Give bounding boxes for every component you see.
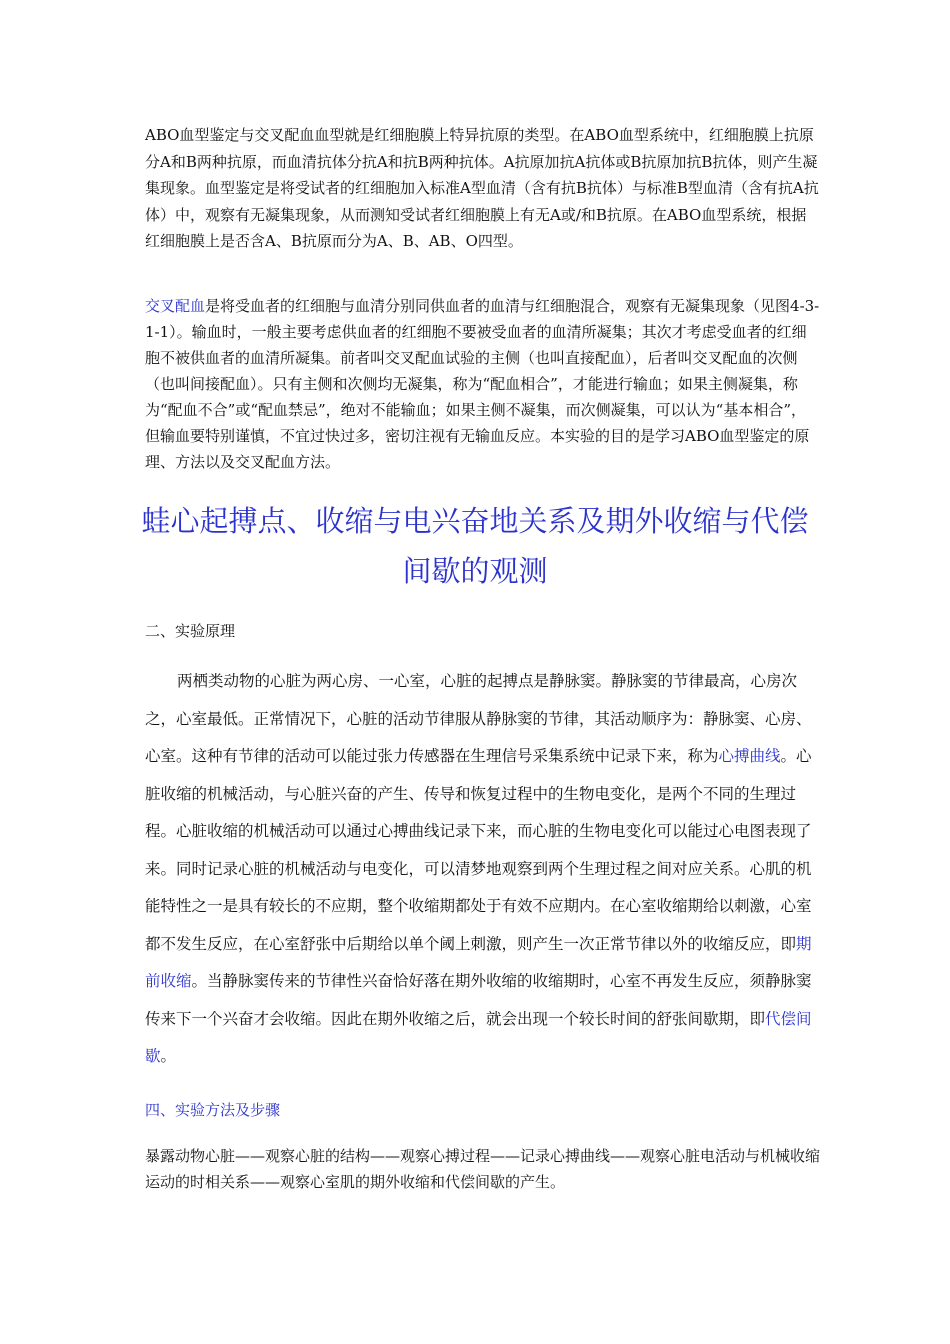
compensatory-pause-link[interactable]: 代偿间歇 [145,1009,812,1065]
principle-text-3: 。当静脉窦传来的节律性兴奋恰好落在期外收缩的收缩期时，心室不再发生反应，须静脉窦传来下一个兴奋才会收缩。因此在期外收缩之后，就会出现一个较长时间的舒张间歇期，即 [145,972,812,1028]
methods-paragraph: 暴露动物心脏——观察心脏的结构——观察心搏过程——记录心搏曲线——观察心脏电活动与机械收缩运动的时相关系——观察心室肌的期外收缩和代偿间歇的产生。 [145,1147,821,1191]
principle-text-1: 两栖类动物的心脏为两心房、一心室，心脏的起搏点是静脉窦。静脉窦的节律最高，心房次之，心室最低。正常情况下，心脏的活动节律服从静脉窦的节律，其活动顺序为：静脉窦、心房、心室。这种有节律的活动可以能过张力传感器在生理信号采集系统中记录下来，称为 [145,672,812,765]
principle-paragraph [145,663,820,1076]
abo-intro-paragraph: ABO血型鉴定与交叉配血血型就是红细胞膜上特异抗原的类型。在ABO血型系统中，红细胞膜上抗原分A和B两种抗原，而血清抗体分抗A和抗B两种抗体。A抗原加抗A抗体或B抗原加抗B抗体，则产生凝集现象。血型鉴定是将受试者的红细胞加入标准A型血清（含有抗B抗体）与标准B型血清（含有抗A抗体）中，观察有无凝集现象，从而测知受试者红细胞膜上有无A或/和B抗原。在ABO血型系统，根据红细胞膜上是否含A、B抗原而分为A、B、AB、O四型。 [145,126,819,250]
crossmatch-text: 是将受血者的红细胞与血清分别同供血者的血清与红细胞混合，观察有无凝集现象（见图4-3-1-1）。输血时，一般主要考虑供血者的红细胞不要被受血者的血清所凝集；其次才考虑受血者的红细胞不被供血者的血清所凝集。前者叫交叉配血试验的主侧（也叫直接配血），后者叫交叉配血的次侧（也叫间接配血）。只有主侧和次侧均无凝集，称为“配血相合”，才能进行输血；如果主侧凝集，称为“配血不合”或“配血禁忌”，绝对不能输血；如果主侧不凝集，而次侧凝集，可以认为“基本相合”，但输血要特别谨慎，不宜过快过多，密切注视有无输血反应。本实验的目的是学习ABO血型鉴定的原理、方法以及交叉配血方法。 [145,297,820,471]
section-heading-principle: 二、实验原理 [145,622,236,640]
crossmatch-link[interactable]: 交叉配血 [145,297,206,315]
page-title: 蛙心起搏点、收缩与电兴奋地关系及期外收缩与代偿间歇的观测 [141,504,809,588]
crossmatch-paragraph [145,293,820,475]
premature-contraction-link[interactable]: 期前收缩 [145,934,812,990]
principle-text-2: 。心脏收缩的机械活动，与心脏兴奋的产生、传导和恢复过程中的生物电变化，是两个不同的生理过程。心脏收缩的机械活动可以通过心搏曲线记录下来，而心脏的生物电变化可以能过心电图表现了来。同时记录心脏的机械活动与电变化，可以清梦地观察到两个生理过程之间对应关系。心肌的机能特性之一是具有较长的不应期，整个收缩期都处于有效不应期内。在心室收缩期给以刺激，心室都不发生反应，在心室舒张中后期给以单个阈上刺激，则产生一次正常节律以外的收缩反应，即 [145,747,812,953]
principle-text-4: 。 [160,1047,177,1065]
section-heading-methods: 四、实验方法及步骤 [145,1101,281,1119]
heartbeat-curve-link[interactable]: 心搏曲线 [718,747,781,765]
